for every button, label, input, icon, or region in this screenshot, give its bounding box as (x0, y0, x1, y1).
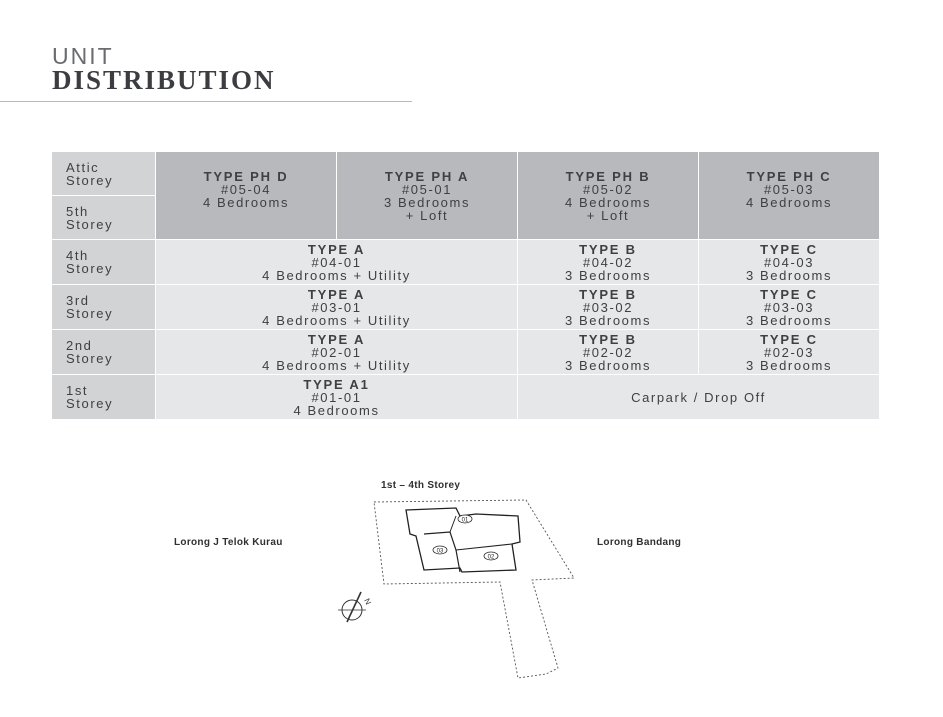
unit-cell-04-02: TYPE B #04-02 3 Bedrooms (518, 240, 699, 285)
row-label-5th: 5th Storey (52, 196, 156, 240)
row-label-2nd: 2nd Storey (52, 330, 156, 375)
unit-tag-03-text: 03 (436, 548, 444, 555)
site-plan-diagram (300, 490, 590, 690)
title-divider (0, 101, 412, 102)
page-title-line1: UNIT (52, 43, 114, 69)
road-label-right: Lorong Bandang (597, 537, 682, 548)
road-label-left: Lorong J Telok Kurau (174, 537, 283, 548)
unit-cell-02-02: TYPE B #02-02 3 Bedrooms (518, 330, 699, 375)
row-label-4th: 4th Storey (52, 240, 156, 285)
row-label-1st: 1st Storey (52, 375, 156, 420)
unit-cell-02-03: TYPE C #02-03 3 Bedrooms (699, 330, 880, 375)
svg-text:N: N (362, 597, 373, 607)
unit-cell-ph-a: TYPE PH A #05-01 3 Bedrooms + Loft (337, 152, 518, 240)
unit-cell-ph-d: TYPE PH D #05-04 4 Bedrooms (156, 152, 337, 240)
unit-tag-01-text: 01 (461, 517, 469, 524)
page-title-line2: DISTRIBUTION (52, 65, 276, 95)
north-arrow-icon (338, 592, 373, 622)
site-plan-title: 1st – 4th Storey (381, 480, 461, 491)
carpark-cell: Carpark / Drop Off (518, 375, 880, 420)
unit-cell-03-03: TYPE C #03-03 3 Bedrooms (699, 285, 880, 330)
unit-cell-01-01: TYPE A1 #01-01 4 Bedrooms (156, 375, 518, 420)
unit-cell-04-01: TYPE A #04-01 4 Bedrooms + Utility (156, 240, 518, 285)
unit-cell-04-03: TYPE C #04-03 3 Bedrooms (699, 240, 880, 285)
unit-cell-ph-c: TYPE PH C #05-03 4 Bedrooms (699, 152, 880, 240)
unit-cell-02-01: TYPE A #02-01 4 Bedrooms + Utility (156, 330, 518, 375)
row-label-3rd: 3rd Storey (52, 285, 156, 330)
unit-cell-03-01: TYPE A #03-01 4 Bedrooms + Utility (156, 285, 518, 330)
unit-cell-ph-b: TYPE PH B #05-02 4 Bedrooms + Loft (518, 152, 699, 240)
unit-cell-03-02: TYPE B #03-02 3 Bedrooms (518, 285, 699, 330)
unit-distribution-table (51, 151, 880, 420)
unit-tag-02-text: 02 (487, 554, 495, 561)
row-label-attic: Attic Storey (52, 152, 156, 196)
